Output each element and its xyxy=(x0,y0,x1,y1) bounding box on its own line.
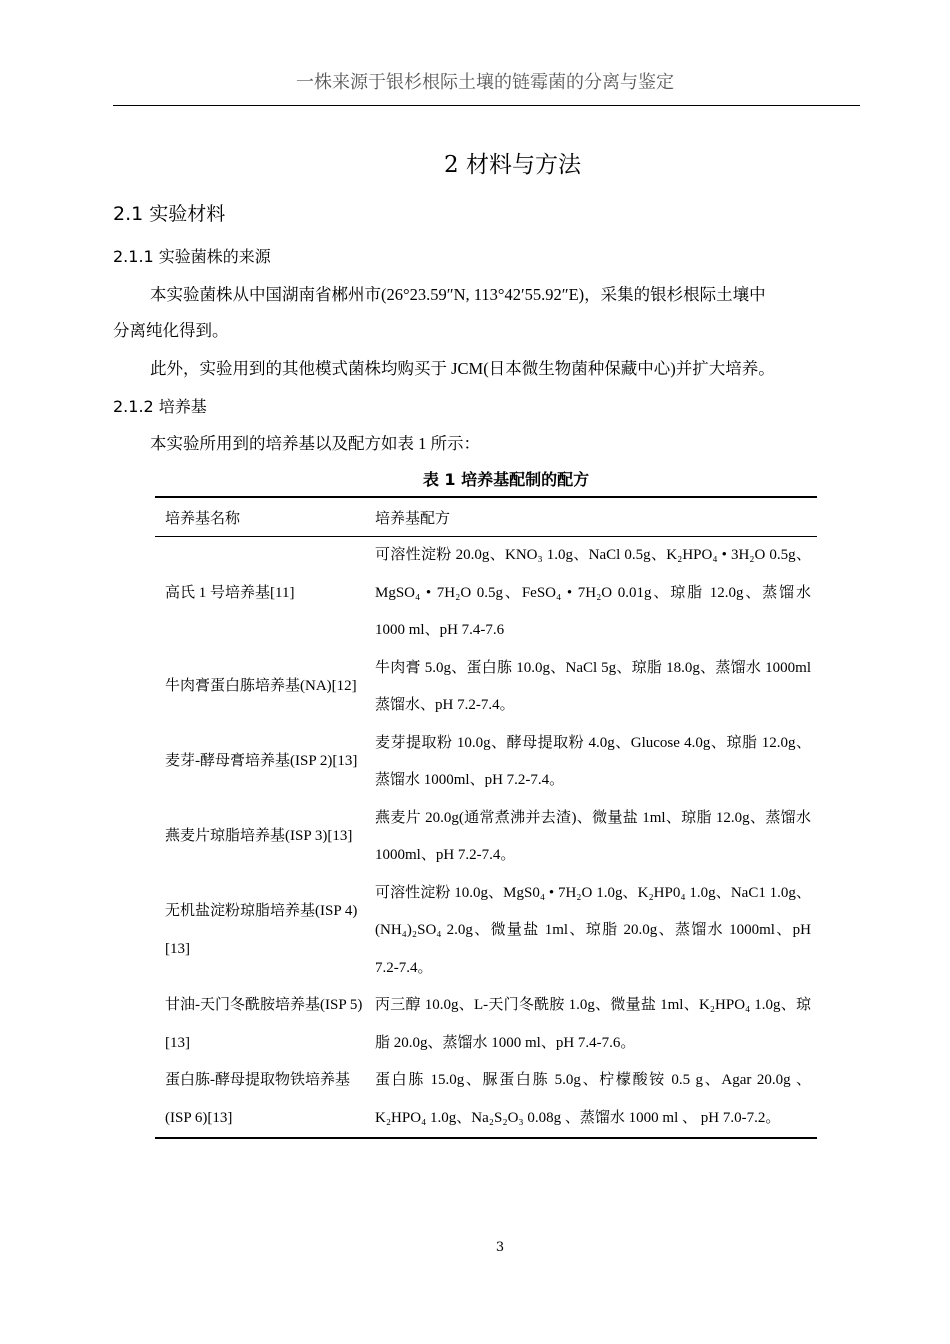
table-row xyxy=(155,875,817,988)
header-divider xyxy=(113,105,860,106)
medium-name-text: 高氏 1 号培养基[11] xyxy=(165,584,295,601)
medium-name-text: 甘油-天门冬酰胺培养基(ISP 5)[13] xyxy=(165,997,363,1051)
section-heading: 2.1 实验材料 xyxy=(113,203,226,225)
chapter-title: 2 材料与方法 xyxy=(444,152,581,178)
recipe-table xyxy=(155,496,817,1139)
medium-name xyxy=(155,1062,375,1137)
medium-name xyxy=(155,725,375,800)
table-row xyxy=(155,650,817,725)
table-row xyxy=(155,1062,817,1137)
medium-recipe: 麦芽提取粉 10.0g、酵母提取粉 4.0g、Glucose 4.0g、琼脂 12.0g、蒸馏水 1000ml、pH 7.2-7.4。 xyxy=(375,734,811,788)
subsection-heading: 2.1.1 实验菌株的来源 xyxy=(113,247,271,266)
medium-name-text: 无机盐淀粉琼脂培养基(ISP 4)[13] xyxy=(165,903,358,957)
medium-recipe: 丙三醇 10.0g、L-天门冬酰胺 1.0g、微量盐 1ml、K₂HPO₄ 1.0g、琼脂 20.0g、蒸馏水 1000 ml、pH 7.4-7.6。 xyxy=(375,997,811,1051)
medium-recipe: 牛肉膏 5.0g、蛋白胨 10.0g、NaCl 5g、琼脂 18.0g、蒸馏水 1000ml 蒸馏水、pH 7.2-7.4。 xyxy=(375,659,811,713)
medium-name xyxy=(155,875,375,988)
paragraph: 分离纯化得到。 xyxy=(113,321,229,340)
paragraph: 本实验所用到的培养基以及配方如表 1 所示： xyxy=(150,434,480,453)
table-row xyxy=(155,987,817,1062)
medium-name-text: 蛋白胨-酵母提取物铁培养基(ISP 6)[13] xyxy=(165,1072,350,1126)
table-caption: 表 1 培养基配制的配方 xyxy=(422,470,590,489)
medium-name xyxy=(155,987,375,1062)
medium-name xyxy=(155,537,375,650)
table-header-row xyxy=(155,498,817,537)
column-header: 培养基名称 xyxy=(165,510,241,527)
table-row xyxy=(155,800,817,875)
medium-name-text: 牛肉膏蛋白胨培养基(NA)[12] xyxy=(165,678,357,695)
table-row xyxy=(155,537,817,650)
subsection-heading: 2.1.2 培养基 xyxy=(113,397,207,416)
medium-recipe: 燕麦片 20.0g(通常煮沸并去渣)、微量盐 1ml、琼脂 12.0g、蒸馏水 1000ml、pH 7.2-7.4。 xyxy=(375,809,811,863)
medium-name xyxy=(155,800,375,875)
paragraph: 此外，实验用到的其他模式菌株均购买于 JCM(日本微生物菌种保藏中心)并扩大培养。 xyxy=(150,359,775,378)
medium-name-text: 燕麦片琼脂培养基(ISP 3)[13] xyxy=(165,828,353,845)
page-number: 3 xyxy=(495,1240,505,1255)
medium-name xyxy=(155,650,375,725)
medium-recipe: 可溶性淀粉 10.0g、MgS0₄ • 7H₂O 1.0g、K₂HP0₄ 1.0g、NaC1 1.0g、(NH₄)₂SO₄ 2.0g、微量盐 1ml、琼脂 20.0g、蒸馏水 1000ml、pH 7.2-7.4。 xyxy=(375,884,811,976)
medium-name-text: 麦芽-酵母膏培养基(ISP 2)[13] xyxy=(165,753,358,770)
medium-recipe: 蛋白胨 15.0g、脲蛋白胨 5.0g、柠檬酸铵 0.5 g、Agar 20.0g 、K₂HPO₄ 1.0g、Na₂S₂O₃ 0.08g 、蒸馏水 1000 ml 、 pH 7.0-7.2。 xyxy=(375,1072,811,1126)
column-header: 培养基配方 xyxy=(375,510,451,527)
medium-recipe: 可溶性淀粉 20.0g、KNO₃ 1.0g、NaCl 0.5g、K₂HPO₄ • 3H₂O 0.5g、MgSO₄ • 7H₂O 0.5g、FeSO₄ • 7H₂O 0.01g、琼脂 12.0g、蒸馏水 1000 ml、pH 7.4-7.6 xyxy=(375,547,811,638)
running-header: 一株来源于银杉根际土壤的链霉菌的分离与鉴定 xyxy=(296,72,674,93)
paragraph: 本实验菌株从中国湖南省郴州市(26°23.59″N, 113°42′55.92″E)，采集的银杉根际土壤中 xyxy=(150,285,766,304)
table-row xyxy=(155,725,817,800)
